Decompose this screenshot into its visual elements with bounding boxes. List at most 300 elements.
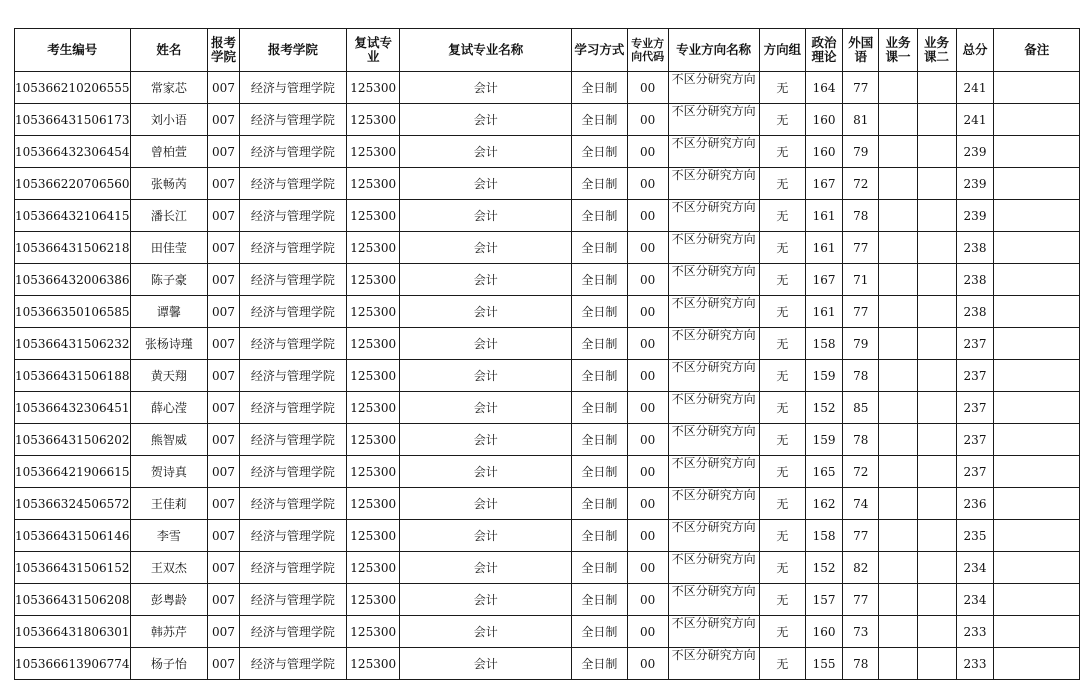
direction-name-text: 不区分研究方向 (671, 616, 756, 630)
cell-direction-code: 00 (627, 328, 668, 360)
cell-direction-code: 00 (627, 392, 668, 424)
header-college-code: 报考 学院 (208, 29, 239, 72)
cell-foreign-language: 77 (843, 72, 879, 104)
cell-direction-code: 00 (627, 360, 668, 392)
cell-major-name: 会计 (400, 232, 572, 264)
cell-total: 235 (956, 520, 994, 552)
cell-total: 237 (956, 392, 994, 424)
cell-id: 105366431506173 (15, 104, 131, 136)
cell-name: 贺诗真 (130, 456, 208, 488)
table-row (15, 616, 1080, 648)
cell-college-code: 007 (208, 392, 239, 424)
cell-total: 237 (956, 360, 994, 392)
cell-college-code: 007 (208, 328, 239, 360)
direction-name-text: 不区分研究方向 (671, 328, 756, 342)
cell-direction-group: 无 (759, 328, 805, 360)
cell-college: 经济与管理学院 (239, 328, 346, 360)
cell-direction-group: 无 (759, 648, 805, 680)
cell-foreign-language: 71 (843, 264, 879, 296)
cell-course-two (917, 200, 956, 232)
cell-college: 经济与管理学院 (239, 104, 346, 136)
direction-name-text: 不区分研究方向 (671, 168, 756, 182)
cell-major-code: 125300 (346, 456, 399, 488)
table-row (15, 104, 1080, 136)
header-course-one: 业务 课一 (879, 29, 917, 72)
cell-course-two (917, 520, 956, 552)
cell-direction-group: 无 (759, 72, 805, 104)
cell-study-mode: 全日制 (572, 168, 628, 200)
cell-study-mode: 全日制 (572, 488, 628, 520)
score-table-container (14, 28, 1080, 680)
cell-college: 经济与管理学院 (239, 72, 346, 104)
cell-college: 经济与管理学院 (239, 520, 346, 552)
cell-note (994, 456, 1080, 488)
cell-course-one (879, 648, 917, 680)
cell-total: 237 (956, 456, 994, 488)
cell-course-one (879, 264, 917, 296)
cell-direction-group: 无 (759, 136, 805, 168)
cell-politics: 160 (806, 104, 843, 136)
cell-major-code: 125300 (346, 424, 399, 456)
cell-course-two (917, 328, 956, 360)
cell-direction-name (668, 520, 759, 552)
cell-study-mode: 全日制 (572, 200, 628, 232)
cell-major-code: 125300 (346, 264, 399, 296)
cell-foreign-language: 78 (843, 200, 879, 232)
cell-study-mode: 全日制 (572, 296, 628, 328)
cell-note (994, 424, 1080, 456)
cell-course-two (917, 232, 956, 264)
cell-major-code: 125300 (346, 584, 399, 616)
cell-course-two (917, 392, 956, 424)
direction-name-text: 不区分研究方向 (671, 392, 756, 406)
cell-study-mode: 全日制 (572, 104, 628, 136)
cell-id: 105366613906774 (15, 648, 131, 680)
cell-direction-name (668, 104, 759, 136)
cell-name: 张畅芮 (130, 168, 208, 200)
cell-major-name: 会计 (400, 264, 572, 296)
cell-note (994, 72, 1080, 104)
direction-name-text: 不区分研究方向 (671, 200, 756, 214)
cell-direction-name (668, 552, 759, 584)
cell-major-name: 会计 (400, 456, 572, 488)
cell-major-name: 会计 (400, 648, 572, 680)
cell-college-code: 007 (208, 616, 239, 648)
cell-college: 经济与管理学院 (239, 424, 346, 456)
cell-study-mode: 全日制 (572, 520, 628, 552)
header-direction-name: 专业方向名称 (668, 29, 759, 72)
table-row (15, 552, 1080, 584)
cell-study-mode: 全日制 (572, 616, 628, 648)
direction-name-text: 不区分研究方向 (671, 520, 756, 534)
cell-college-code: 007 (208, 136, 239, 168)
table-row (15, 648, 1080, 680)
cell-college: 经济与管理学院 (239, 232, 346, 264)
cell-course-one (879, 328, 917, 360)
cell-direction-name (668, 616, 759, 648)
cell-direction-group: 无 (759, 232, 805, 264)
cell-direction-name (668, 424, 759, 456)
cell-college-code: 007 (208, 520, 239, 552)
header-id: 考生编号 (15, 29, 131, 72)
cell-study-mode: 全日制 (572, 136, 628, 168)
cell-total: 237 (956, 328, 994, 360)
cell-major-code: 125300 (346, 552, 399, 584)
cell-total: 238 (956, 232, 994, 264)
cell-major-code: 125300 (346, 104, 399, 136)
cell-id: 105366431506152 (15, 552, 131, 584)
cell-direction-code: 00 (627, 520, 668, 552)
cell-major-code: 125300 (346, 328, 399, 360)
cell-politics: 152 (806, 392, 843, 424)
cell-note (994, 648, 1080, 680)
cell-politics: 158 (806, 328, 843, 360)
cell-politics: 161 (806, 296, 843, 328)
cell-total: 239 (956, 168, 994, 200)
cell-foreign-language: 81 (843, 104, 879, 136)
direction-name-text: 不区分研究方向 (671, 552, 756, 566)
header-politics: 政治 理论 (806, 29, 843, 72)
cell-major-name: 会计 (400, 552, 572, 584)
cell-college: 经济与管理学院 (239, 456, 346, 488)
cell-foreign-language: 82 (843, 552, 879, 584)
cell-direction-code: 00 (627, 168, 668, 200)
cell-study-mode: 全日制 (572, 392, 628, 424)
table-body (15, 72, 1080, 680)
cell-major-code: 125300 (346, 296, 399, 328)
cell-note (994, 328, 1080, 360)
cell-college: 经济与管理学院 (239, 392, 346, 424)
cell-politics: 155 (806, 648, 843, 680)
table-row (15, 264, 1080, 296)
cell-foreign-language: 73 (843, 616, 879, 648)
cell-total: 234 (956, 584, 994, 616)
cell-name: 陈子豪 (130, 264, 208, 296)
cell-major-code: 125300 (346, 488, 399, 520)
cell-id: 105366432106415 (15, 200, 131, 232)
cell-direction-code: 00 (627, 456, 668, 488)
cell-name: 刘小语 (130, 104, 208, 136)
cell-college-code: 007 (208, 104, 239, 136)
cell-total: 239 (956, 136, 994, 168)
cell-note (994, 232, 1080, 264)
cell-major-code: 125300 (346, 616, 399, 648)
table-row (15, 456, 1080, 488)
cell-name: 黄天翔 (130, 360, 208, 392)
cell-direction-code: 00 (627, 200, 668, 232)
direction-name-text: 不区分研究方向 (671, 360, 756, 374)
cell-direction-code: 00 (627, 136, 668, 168)
cell-id: 105366431506218 (15, 232, 131, 264)
cell-id: 105366432006386 (15, 264, 131, 296)
cell-politics: 160 (806, 136, 843, 168)
cell-foreign-language: 85 (843, 392, 879, 424)
header-name: 姓名 (130, 29, 208, 72)
cell-foreign-language: 79 (843, 136, 879, 168)
cell-major-code: 125300 (346, 136, 399, 168)
cell-major-name: 会计 (400, 424, 572, 456)
cell-course-one (879, 584, 917, 616)
cell-major-code: 125300 (346, 168, 399, 200)
cell-id: 105366324506572 (15, 488, 131, 520)
cell-note (994, 296, 1080, 328)
cell-direction-code: 00 (627, 264, 668, 296)
cell-college: 经济与管理学院 (239, 136, 346, 168)
cell-politics: 162 (806, 488, 843, 520)
cell-major-code: 125300 (346, 72, 399, 104)
cell-course-two (917, 456, 956, 488)
cell-note (994, 264, 1080, 296)
cell-major-name: 会计 (400, 520, 572, 552)
cell-foreign-language: 77 (843, 520, 879, 552)
cell-id: 105366210206555 (15, 72, 131, 104)
header-note: 备注 (994, 29, 1080, 72)
cell-course-one (879, 168, 917, 200)
cell-id: 105366432306454 (15, 136, 131, 168)
direction-name-text: 不区分研究方向 (671, 232, 756, 246)
header-direction-group: 方向组 (759, 29, 805, 72)
cell-major-code: 125300 (346, 648, 399, 680)
cell-college: 经济与管理学院 (239, 584, 346, 616)
cell-name: 李雪 (130, 520, 208, 552)
cell-study-mode: 全日制 (572, 424, 628, 456)
cell-note (994, 360, 1080, 392)
cell-direction-code: 00 (627, 72, 668, 104)
cell-direction-group: 无 (759, 424, 805, 456)
table-row (15, 360, 1080, 392)
cell-politics: 161 (806, 200, 843, 232)
cell-study-mode: 全日制 (572, 456, 628, 488)
cell-total: 241 (956, 72, 994, 104)
direction-name-text: 不区分研究方向 (671, 456, 756, 470)
cell-college-code: 007 (208, 552, 239, 584)
cell-total: 236 (956, 488, 994, 520)
cell-politics: 159 (806, 360, 843, 392)
cell-course-one (879, 488, 917, 520)
direction-name-text: 不区分研究方向 (671, 424, 756, 438)
cell-course-one (879, 616, 917, 648)
cell-name: 杨子怡 (130, 648, 208, 680)
cell-college: 经济与管理学院 (239, 168, 346, 200)
cell-major-name: 会计 (400, 296, 572, 328)
cell-direction-group: 无 (759, 200, 805, 232)
cell-note (994, 104, 1080, 136)
cell-college: 经济与管理学院 (239, 488, 346, 520)
cell-college-code: 007 (208, 456, 239, 488)
cell-study-mode: 全日制 (572, 648, 628, 680)
cell-id: 105366220706560 (15, 168, 131, 200)
cell-foreign-language: 78 (843, 424, 879, 456)
cell-politics: 167 (806, 168, 843, 200)
cell-foreign-language: 72 (843, 168, 879, 200)
cell-name: 曾柏萱 (130, 136, 208, 168)
cell-course-two (917, 616, 956, 648)
cell-id: 105366431506208 (15, 584, 131, 616)
cell-major-name: 会计 (400, 584, 572, 616)
cell-note (994, 552, 1080, 584)
cell-foreign-language: 77 (843, 296, 879, 328)
direction-name-text: 不区分研究方向 (671, 584, 756, 598)
header-college: 报考学院 (239, 29, 346, 72)
table-row (15, 424, 1080, 456)
cell-course-one (879, 296, 917, 328)
header-total: 总分 (956, 29, 994, 72)
direction-name-text: 不区分研究方向 (671, 104, 756, 118)
cell-course-one (879, 456, 917, 488)
cell-major-name: 会计 (400, 72, 572, 104)
cell-foreign-language: 77 (843, 584, 879, 616)
cell-course-two (917, 168, 956, 200)
cell-politics: 164 (806, 72, 843, 104)
cell-direction-group: 无 (759, 456, 805, 488)
cell-course-one (879, 424, 917, 456)
cell-foreign-language: 72 (843, 456, 879, 488)
cell-direction-group: 无 (759, 360, 805, 392)
table-row (15, 232, 1080, 264)
table-row (15, 392, 1080, 424)
header-direction-code: 专业方 向代码 (627, 29, 668, 72)
cell-politics: 158 (806, 520, 843, 552)
direction-name-text: 不区分研究方向 (671, 488, 756, 502)
cell-id: 105366431506188 (15, 360, 131, 392)
cell-major-name: 会计 (400, 616, 572, 648)
cell-direction-name (668, 136, 759, 168)
cell-direction-name (668, 488, 759, 520)
cell-college: 经济与管理学院 (239, 264, 346, 296)
cell-course-one (879, 392, 917, 424)
cell-id: 105366350106585 (15, 296, 131, 328)
cell-total: 237 (956, 424, 994, 456)
cell-college-code: 007 (208, 232, 239, 264)
cell-name: 韩苏芹 (130, 616, 208, 648)
score-table (14, 28, 1080, 680)
cell-id: 105366431806301 (15, 616, 131, 648)
cell-direction-code: 00 (627, 584, 668, 616)
table-row (15, 488, 1080, 520)
cell-direction-code: 00 (627, 296, 668, 328)
header-foreign-language: 外国 语 (843, 29, 879, 72)
cell-course-one (879, 136, 917, 168)
cell-direction-group: 无 (759, 392, 805, 424)
cell-direction-name (668, 296, 759, 328)
cell-direction-group: 无 (759, 552, 805, 584)
cell-major-code: 125300 (346, 232, 399, 264)
cell-note (994, 392, 1080, 424)
cell-college-code: 007 (208, 200, 239, 232)
table-row (15, 136, 1080, 168)
cell-course-one (879, 72, 917, 104)
header-course-two: 业务 课二 (917, 29, 956, 72)
cell-foreign-language: 78 (843, 360, 879, 392)
cell-direction-name (668, 328, 759, 360)
cell-direction-name (668, 72, 759, 104)
cell-course-two (917, 424, 956, 456)
cell-id: 105366431506146 (15, 520, 131, 552)
cell-course-two (917, 296, 956, 328)
table-row (15, 328, 1080, 360)
cell-direction-group: 无 (759, 488, 805, 520)
header-row (15, 29, 1080, 72)
cell-direction-group: 无 (759, 584, 805, 616)
cell-college: 经济与管理学院 (239, 200, 346, 232)
cell-name: 谭馨 (130, 296, 208, 328)
direction-name-text: 不区分研究方向 (671, 648, 756, 662)
cell-study-mode: 全日制 (572, 360, 628, 392)
header-major-name: 复试专业名称 (400, 29, 572, 72)
cell-direction-group: 无 (759, 104, 805, 136)
cell-politics: 167 (806, 264, 843, 296)
direction-name-text: 不区分研究方向 (671, 264, 756, 278)
cell-direction-code: 00 (627, 488, 668, 520)
cell-major-name: 会计 (400, 104, 572, 136)
table-row (15, 296, 1080, 328)
cell-college-code: 007 (208, 584, 239, 616)
cell-major-name: 会计 (400, 168, 572, 200)
cell-name: 彭粤龄 (130, 584, 208, 616)
cell-direction-code: 00 (627, 232, 668, 264)
cell-note (994, 520, 1080, 552)
cell-direction-code: 00 (627, 104, 668, 136)
cell-study-mode: 全日制 (572, 328, 628, 360)
cell-course-one (879, 104, 917, 136)
cell-id: 105366431506202 (15, 424, 131, 456)
cell-direction-code: 00 (627, 424, 668, 456)
table-row (15, 520, 1080, 552)
cell-major-name: 会计 (400, 392, 572, 424)
cell-college-code: 007 (208, 648, 239, 680)
cell-college: 经济与管理学院 (239, 360, 346, 392)
cell-major-name: 会计 (400, 328, 572, 360)
cell-name: 潘长江 (130, 200, 208, 232)
cell-college-code: 007 (208, 488, 239, 520)
cell-direction-code: 00 (627, 616, 668, 648)
cell-college: 经济与管理学院 (239, 296, 346, 328)
cell-course-two (917, 552, 956, 584)
cell-direction-group: 无 (759, 520, 805, 552)
cell-name: 田佳莹 (130, 232, 208, 264)
cell-total: 238 (956, 264, 994, 296)
cell-college-code: 007 (208, 296, 239, 328)
cell-course-one (879, 552, 917, 584)
cell-name: 王佳莉 (130, 488, 208, 520)
cell-note (994, 200, 1080, 232)
cell-study-mode: 全日制 (572, 264, 628, 296)
cell-name: 王双杰 (130, 552, 208, 584)
cell-name: 熊智威 (130, 424, 208, 456)
cell-politics: 160 (806, 616, 843, 648)
cell-direction-group: 无 (759, 296, 805, 328)
cell-course-two (917, 584, 956, 616)
cell-note (994, 488, 1080, 520)
cell-course-one (879, 360, 917, 392)
cell-major-name: 会计 (400, 360, 572, 392)
cell-college-code: 007 (208, 264, 239, 296)
cell-study-mode: 全日制 (572, 552, 628, 584)
cell-politics: 157 (806, 584, 843, 616)
cell-foreign-language: 77 (843, 232, 879, 264)
cell-major-code: 125300 (346, 200, 399, 232)
cell-course-two (917, 264, 956, 296)
cell-study-mode: 全日制 (572, 72, 628, 104)
cell-note (994, 584, 1080, 616)
cell-total: 239 (956, 200, 994, 232)
cell-course-two (917, 488, 956, 520)
cell-major-name: 会计 (400, 488, 572, 520)
cell-politics: 161 (806, 232, 843, 264)
cell-direction-name (668, 232, 759, 264)
direction-name-text: 不区分研究方向 (671, 136, 756, 150)
table-row (15, 72, 1080, 104)
